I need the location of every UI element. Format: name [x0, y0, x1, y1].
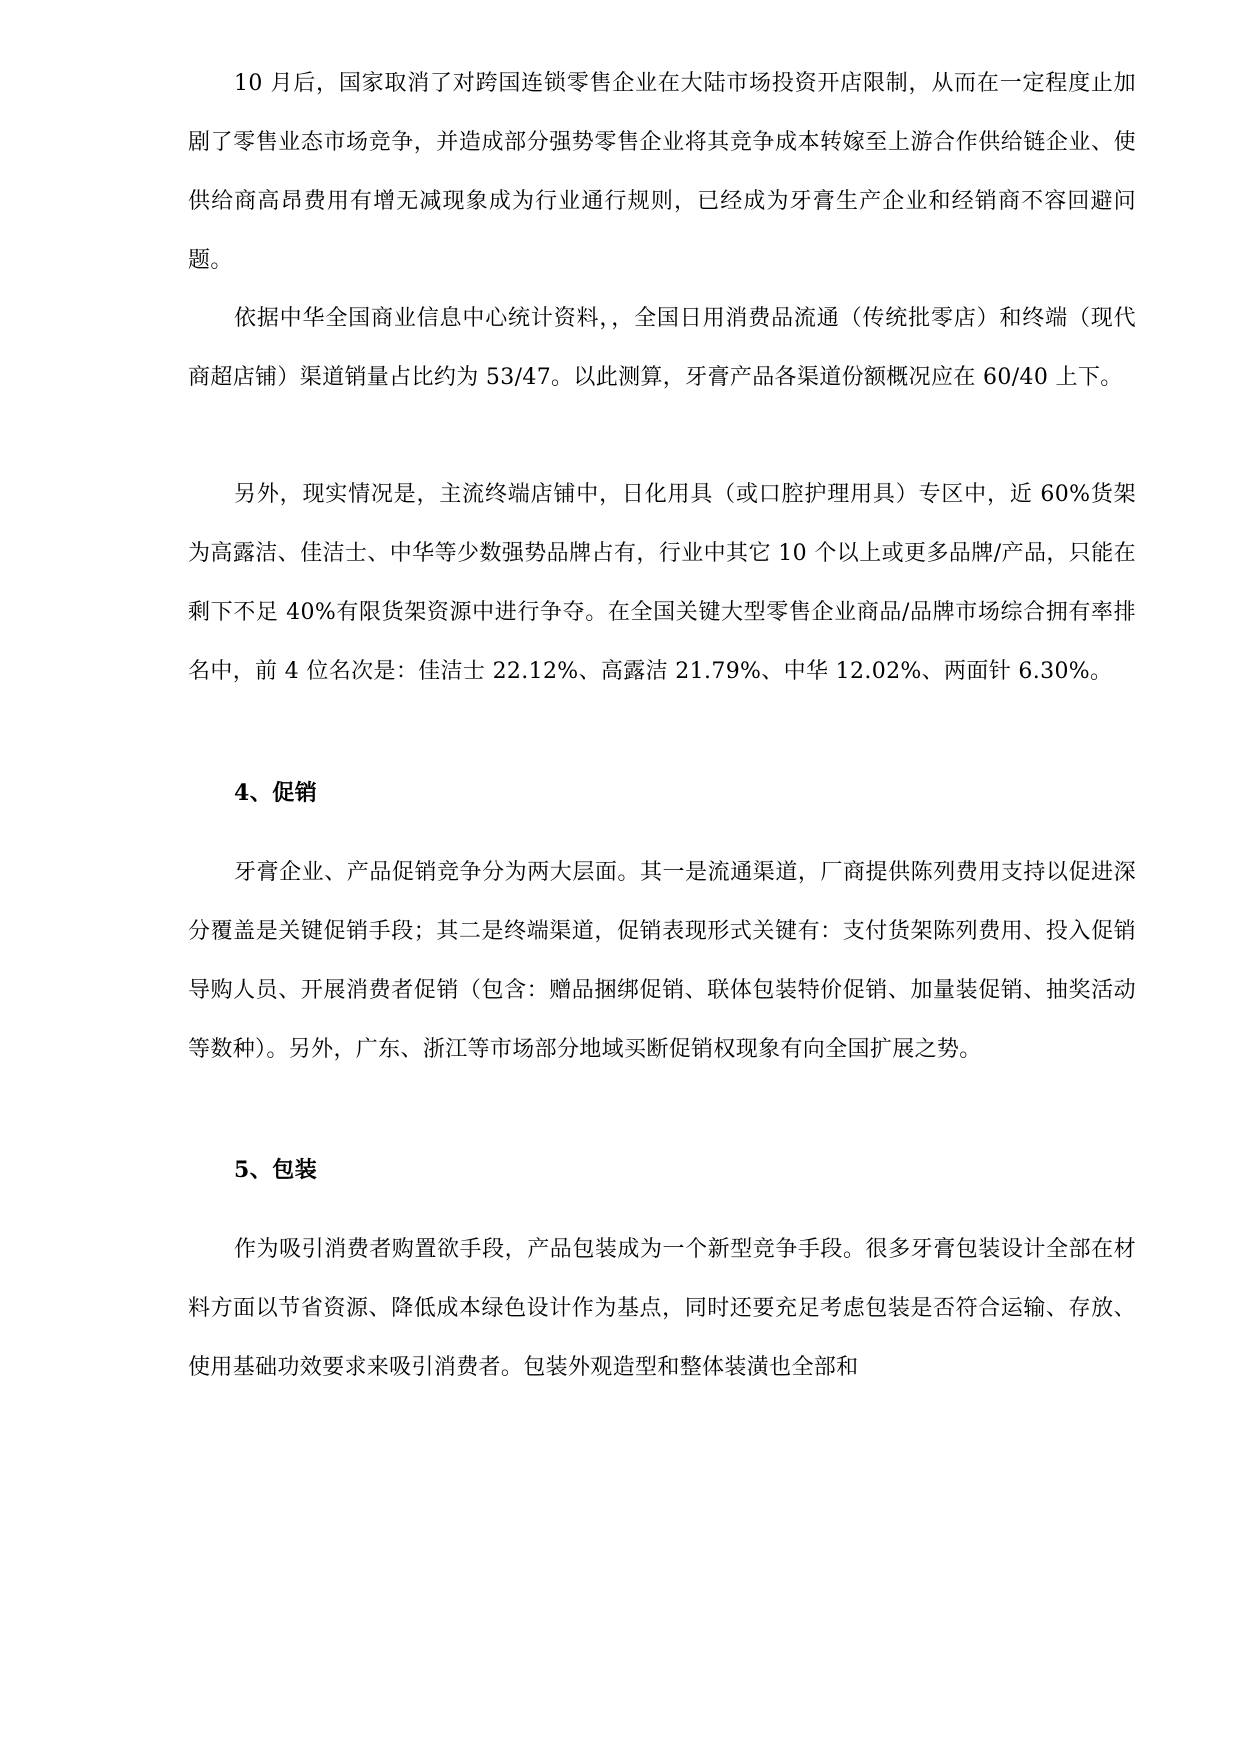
paragraph-text: 依据中华全国商业信息中心统计资料，，全国日用消费品流通（传统批零店）和终端（现代商超店铺）渠道销量占比约为 53/47。以此测算，牙膏产品各渠道份额概况应在 60/40 上下。 [188, 306, 1136, 390]
paragraph-text: 另外，现实情况是，主流终端店铺中，日化用具（或口腔护理用具）专区中，近 60%货架为高露洁、佳洁士、中华等少数强势品牌占有，行业中其它 10 个以上或更多品牌/产品，只能在剩下不足 40%有限货架资源中进行争夺。在全国关键大型零售企业商品/品牌市场综合拥有率排名中，前 4 位名次是：佳洁士 22.12%、高露洁 21.79%、中华 12.02%、两面针 6.30%。 [188, 482, 1136, 684]
paragraph-text: 作为吸引消费者购置欲手段，产品包装成为一个新型竞争手段。很多牙膏包装设计全部在材料方面以节省资源、降低成本绿色设计作为基点，同时还要充足考虑包装是否符合运输、存放、使用基础功效要求来吸引消费者。包装外观造型和整体装潢也全部和 [188, 1237, 1136, 1380]
paragraph-text: 10 月后，国家取消了对跨国连锁零售企业在大陆市场投资开店限制，从而在一定程度止加剧了零售业态市场竞争，并造成部分强势零售企业将其竞争成本转嫁至上游合作供给链企业、使供给商高昂费用有增无减现象成为行业通行规则，已经成为牙膏生产企业和经销商不容回避问题。 [188, 71, 1136, 273]
paragraph-text: 牙膏企业、产品促销竞争分为两大层面。其一是流通渠道，厂商提供陈列费用支持以促进深分覆盖是关键促销手段；其二是终端渠道，促销表现形式关键有：支付货架陈列费用、投入促销导购人员、开展消费者促销（包含：赠品捆绑促销、联体包装特价促销、加量装促销、抽奖活动等数种）。另外，广东、浙江等市场部分地域买断促销权现象有向全国扩展之势。 [188, 860, 1136, 1062]
paragraph-promotion [188, 843, 1136, 1079]
paragraph-retail-competition [188, 54, 1136, 290]
paragraph-packaging [188, 1220, 1136, 1397]
section-heading-packaging: 5、包装 [234, 1157, 318, 1183]
section-heading-promotion: 4、促销 [234, 780, 318, 806]
paragraph-channel-share [188, 289, 1136, 407]
paragraph-shelf-share [188, 465, 1136, 701]
